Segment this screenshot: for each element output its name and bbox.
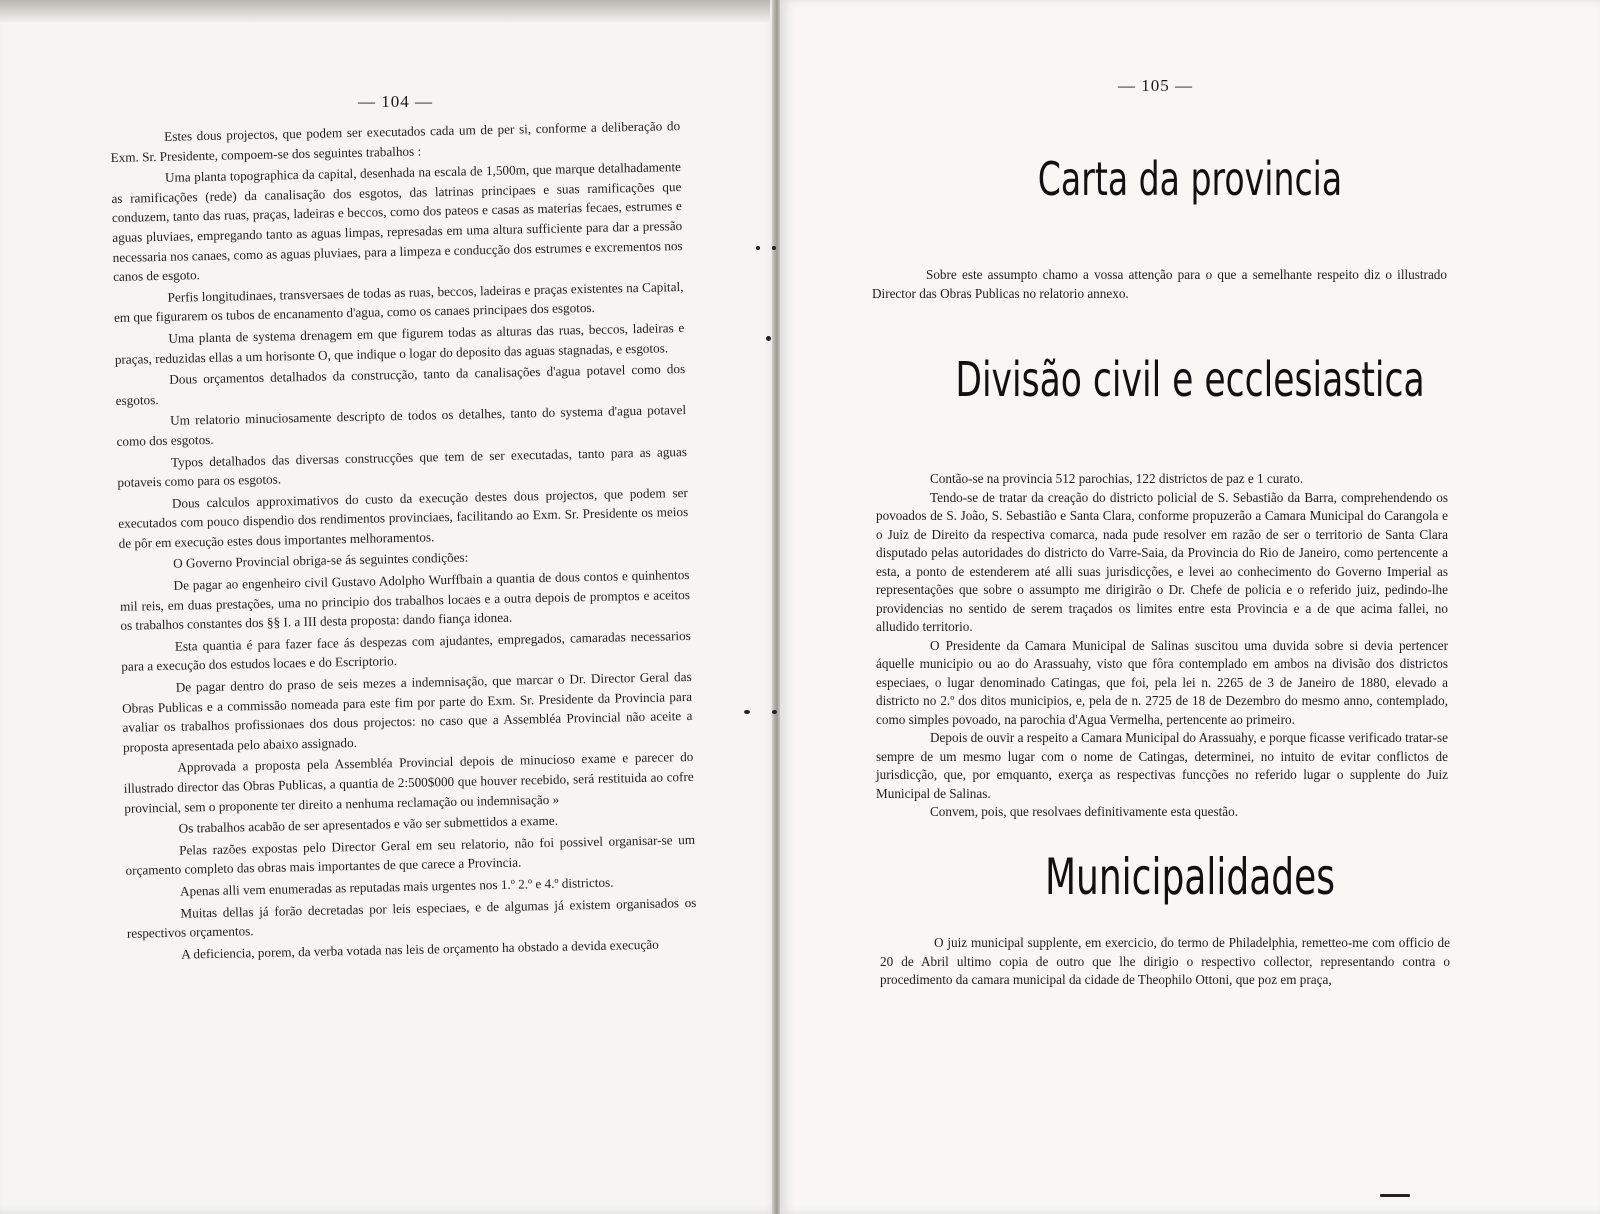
left-paragraph: Pelas razões expostas pelo Director Geral em seu relatorio, não foi possivel organisar-se um orçamento completo das obras mais importantes de que carece a Provincia.	[125, 831, 696, 879]
page-top-edge	[0, 0, 770, 22]
left-paragraph: Esta quantia é para fazer face ás despezas com ajudantes, empregados, camaradas necessarios para a execução dos estudos locaes e do Escriptorio.	[121, 627, 691, 675]
section-body-carta	[872, 266, 1447, 303]
right-paragraph: Contão-se na provincia 512 parochias, 122 districtos de paz e 1 curato.	[930, 471, 1304, 486]
left-paragraph: Apenas alli vem enumeradas as reputadas mais urgentes nos 1.º 2.º e 4.º districtos.	[179, 874, 614, 899]
right-page	[780, 0, 1600, 1214]
left-page-number: — 104 —	[358, 92, 433, 111]
scan-speck	[744, 710, 750, 714]
section-heading-municipalidades: Municipalidades	[1044, 848, 1336, 906]
left-paragraph: Typos detalhados das diversas construcções que tem de ser executadas, tanto para as aguas potaveis como para os esgotos.	[117, 443, 688, 491]
right-paragraph: O juiz municipal supplente, em exercicio, do termo de Philadelphia, remetteo-me com officio de 20 de Abril ultimo copia de outro que lhe dirigio o respectivo collector, representando contra o procedimento da camara municipal da cidade de Theophilo Ottoni, que poz em praça,	[880, 935, 1450, 987]
right-page-number: — 105 —	[1118, 76, 1193, 95]
left-paragraph: Os trabalhos acabão de ser apresentados e vão ser submettidos a exame.	[178, 812, 559, 836]
left-paragraph: Um relatorio minuciosamente descripto de todos os detalhes, tanto do systema d'agua potavel como dos esgotos.	[116, 402, 687, 449]
left-paragraph: Estes dous projectos, que podem ser executados cada um de per si, conforme a deliberação do Exm. Sr. Presidente, compoem-se dos seguintes trabalhos :	[110, 118, 681, 165]
left-paragraph: Approvada a proposta pela Assembléa Provincial depois de minucioso exame e parecer do illustrado director das Obras Publicas, a quantia de 2:500$000 que houver recebido, será restituida ao cofre provincial, sem o proponente ter direito a nenhuma reclamação ou indemnisação »	[123, 749, 694, 816]
right-paragraph: O Presidente da Camara Municipal de Salinas suscitou uma duvida sobre si devia pertencer áquelle municipio ou ao do Arassuahy, visto que fôra contemplado em ambos na divisão dos districtos especiaes, o lugar denominado Catingas, que foi, pela lei n. 2265 de 3 de Janeiro de 1880, elevado a districto no 2.º dos ditos municipios, e, pela de n. 2725 de 18 de Dezembro do mesmo anno, contemplado, como simples povoado, na parochia d'Agua Vermelha, pertencente ao primeiro.	[876, 637, 1448, 727]
left-paragraph: A deficiencia, porem, da verba votada nas leis de orçamento ha obstado a devida execução	[181, 936, 659, 962]
left-page-body	[110, 116, 697, 967]
scan-speck	[756, 246, 760, 250]
section-body-divisao	[876, 470, 1448, 822]
left-paragraph: Uma planta topographica da capital, desenhada na escala de 1,500m, que marque detalhadamente as ramificações (rede) da canalisação dos esgotos, das latrinas principaes e suas ramificações que conduzem, tanto das ruas, praças, ladeiras e beccos, como dos pateos e casas as materias fecaes, estrumes e aguas pluviaes, empregando tanto as aguas limpas, represadas em uma altura sufficiente para dar a pressão necessaria nos canaes, como as aguas pluviaes, para a limpeza e conducção dos estrumes e excrementos nos canos de esgoto.	[111, 159, 683, 285]
scan-speck	[772, 710, 777, 714]
left-paragraph: Dous orçamentos detalhados da construcção, tanto da canalisações d'agua potavel como dos esgotos.	[115, 361, 686, 408]
section-heading-carta: Carta da provincia	[1037, 152, 1343, 206]
right-paragraph: Convem, pois, que resolvaes definitivamente esta questão.	[930, 804, 1238, 819]
left-paragraph: Uma planta de systema drenagem em que figurem todas as alturas das ruas, beccos, ladeiras e praças, reduzidas ellas a um horisonte O, que indique o logar do deposito das aguas stagnadas, e esgotos.	[114, 319, 685, 367]
scan-speck	[772, 246, 776, 250]
scan-speck	[1380, 1194, 1410, 1197]
left-paragraph: Dous calculos approximativos do custo da execução destes dous projectos, que podem ser executados com pouco dispendio dos rendimentos provinciaes, facilitando ao Exm. Sr. Presidente os meios de pôr em execução estes dous importantes melhoramentos.	[118, 484, 689, 551]
left-page	[0, 0, 780, 1214]
left-paragraph: De pagar dentro do praso de seis mezes a indemnisação, que marcar o Dr. Director Geral das Obras Publicas e a commissão nomeada para este fim por parte do Exm. Sr. Presidente da Provincia para avaliar os trabalhos profissionaes dos dous projectos: no caso que a Assembléa Provincial não aceite a proposta apresentada pelo abaixo assignado.	[121, 668, 693, 755]
left-paragraph: O Governo Provincial obriga-se ás seguintes condições:	[172, 550, 469, 572]
right-paragraph: Tendo-se de tratar da creação do districto policial de S. Sebastião da Barra, comprehendendo os povoados de S. João, S. Sebastião e Santa Clara, conforme propuzerão a Camara Municipal do Carangola e o Juiz de Direito da respectiva comarca, nada pude resolver em razão de ser o territorio de Santa Clara disputado pelas autoridades do districto do Varre-Saia, da Provincia do Rio de Janeiro, como pertencente a esta, a ponto de estenderem até alli suas jurisdicções, e levei ao conhecimento do Governo Imperial as representações que sobre o assumpto me dirigirão o Dr. Chefe de policia e o referido juiz, pedindo-lhe providencias no sentido de serem traçados os limites entre esta Provincia e a de que acima fallei, no alludido territorio.	[876, 489, 1448, 634]
section-heading-divisao: Divisão civil e ecclesiastica	[955, 352, 1425, 408]
left-paragraph: De pagar ao engenheiro civil Gustavo Adolpho Wurffbain a quantia de dous contos e quinhentos mil reis, em duas prestações, uma no principio dos trabalhos locaes e a outra depois de promptos e aceitos os trabalhos constantes dos §§ I. a III desta proposta: dando fiança idonea.	[119, 567, 691, 634]
left-paragraph: Perfis longitudinaes, transversaes de todas as ruas, beccos, ladeiras e praças existentes na Capital, em que figurarem os tubos de encanamento d'agua, como os canaes principaes dos esgotos.	[113, 278, 684, 326]
right-paragraph: Sobre este assumpto chamo a vossa attenção para o que a semelhante respeito diz o illustrado Director das Obras Publicas no relatorio annexo.	[872, 267, 1447, 301]
left-paragraph: Muitas dellas já forão decretadas por leis especiaes, e de algumas já existem organisados os respectivos orçamentos.	[126, 894, 697, 941]
right-paragraph: Depois de ouvir a respeito a Camara Municipal do Arassuahy, e porque ficasse verificado tratar-se sempre de um mesmo lugar com o nome de Catingas, determinei, no intuito de evitar conflictos de jurisdicção, que, por emquanto, exerça as respectivas funcções no referido lugar o supplente do Juiz Municipal de Salinas.	[876, 730, 1448, 801]
scan-speck	[766, 336, 771, 341]
section-body-municipalidades	[880, 934, 1450, 990]
